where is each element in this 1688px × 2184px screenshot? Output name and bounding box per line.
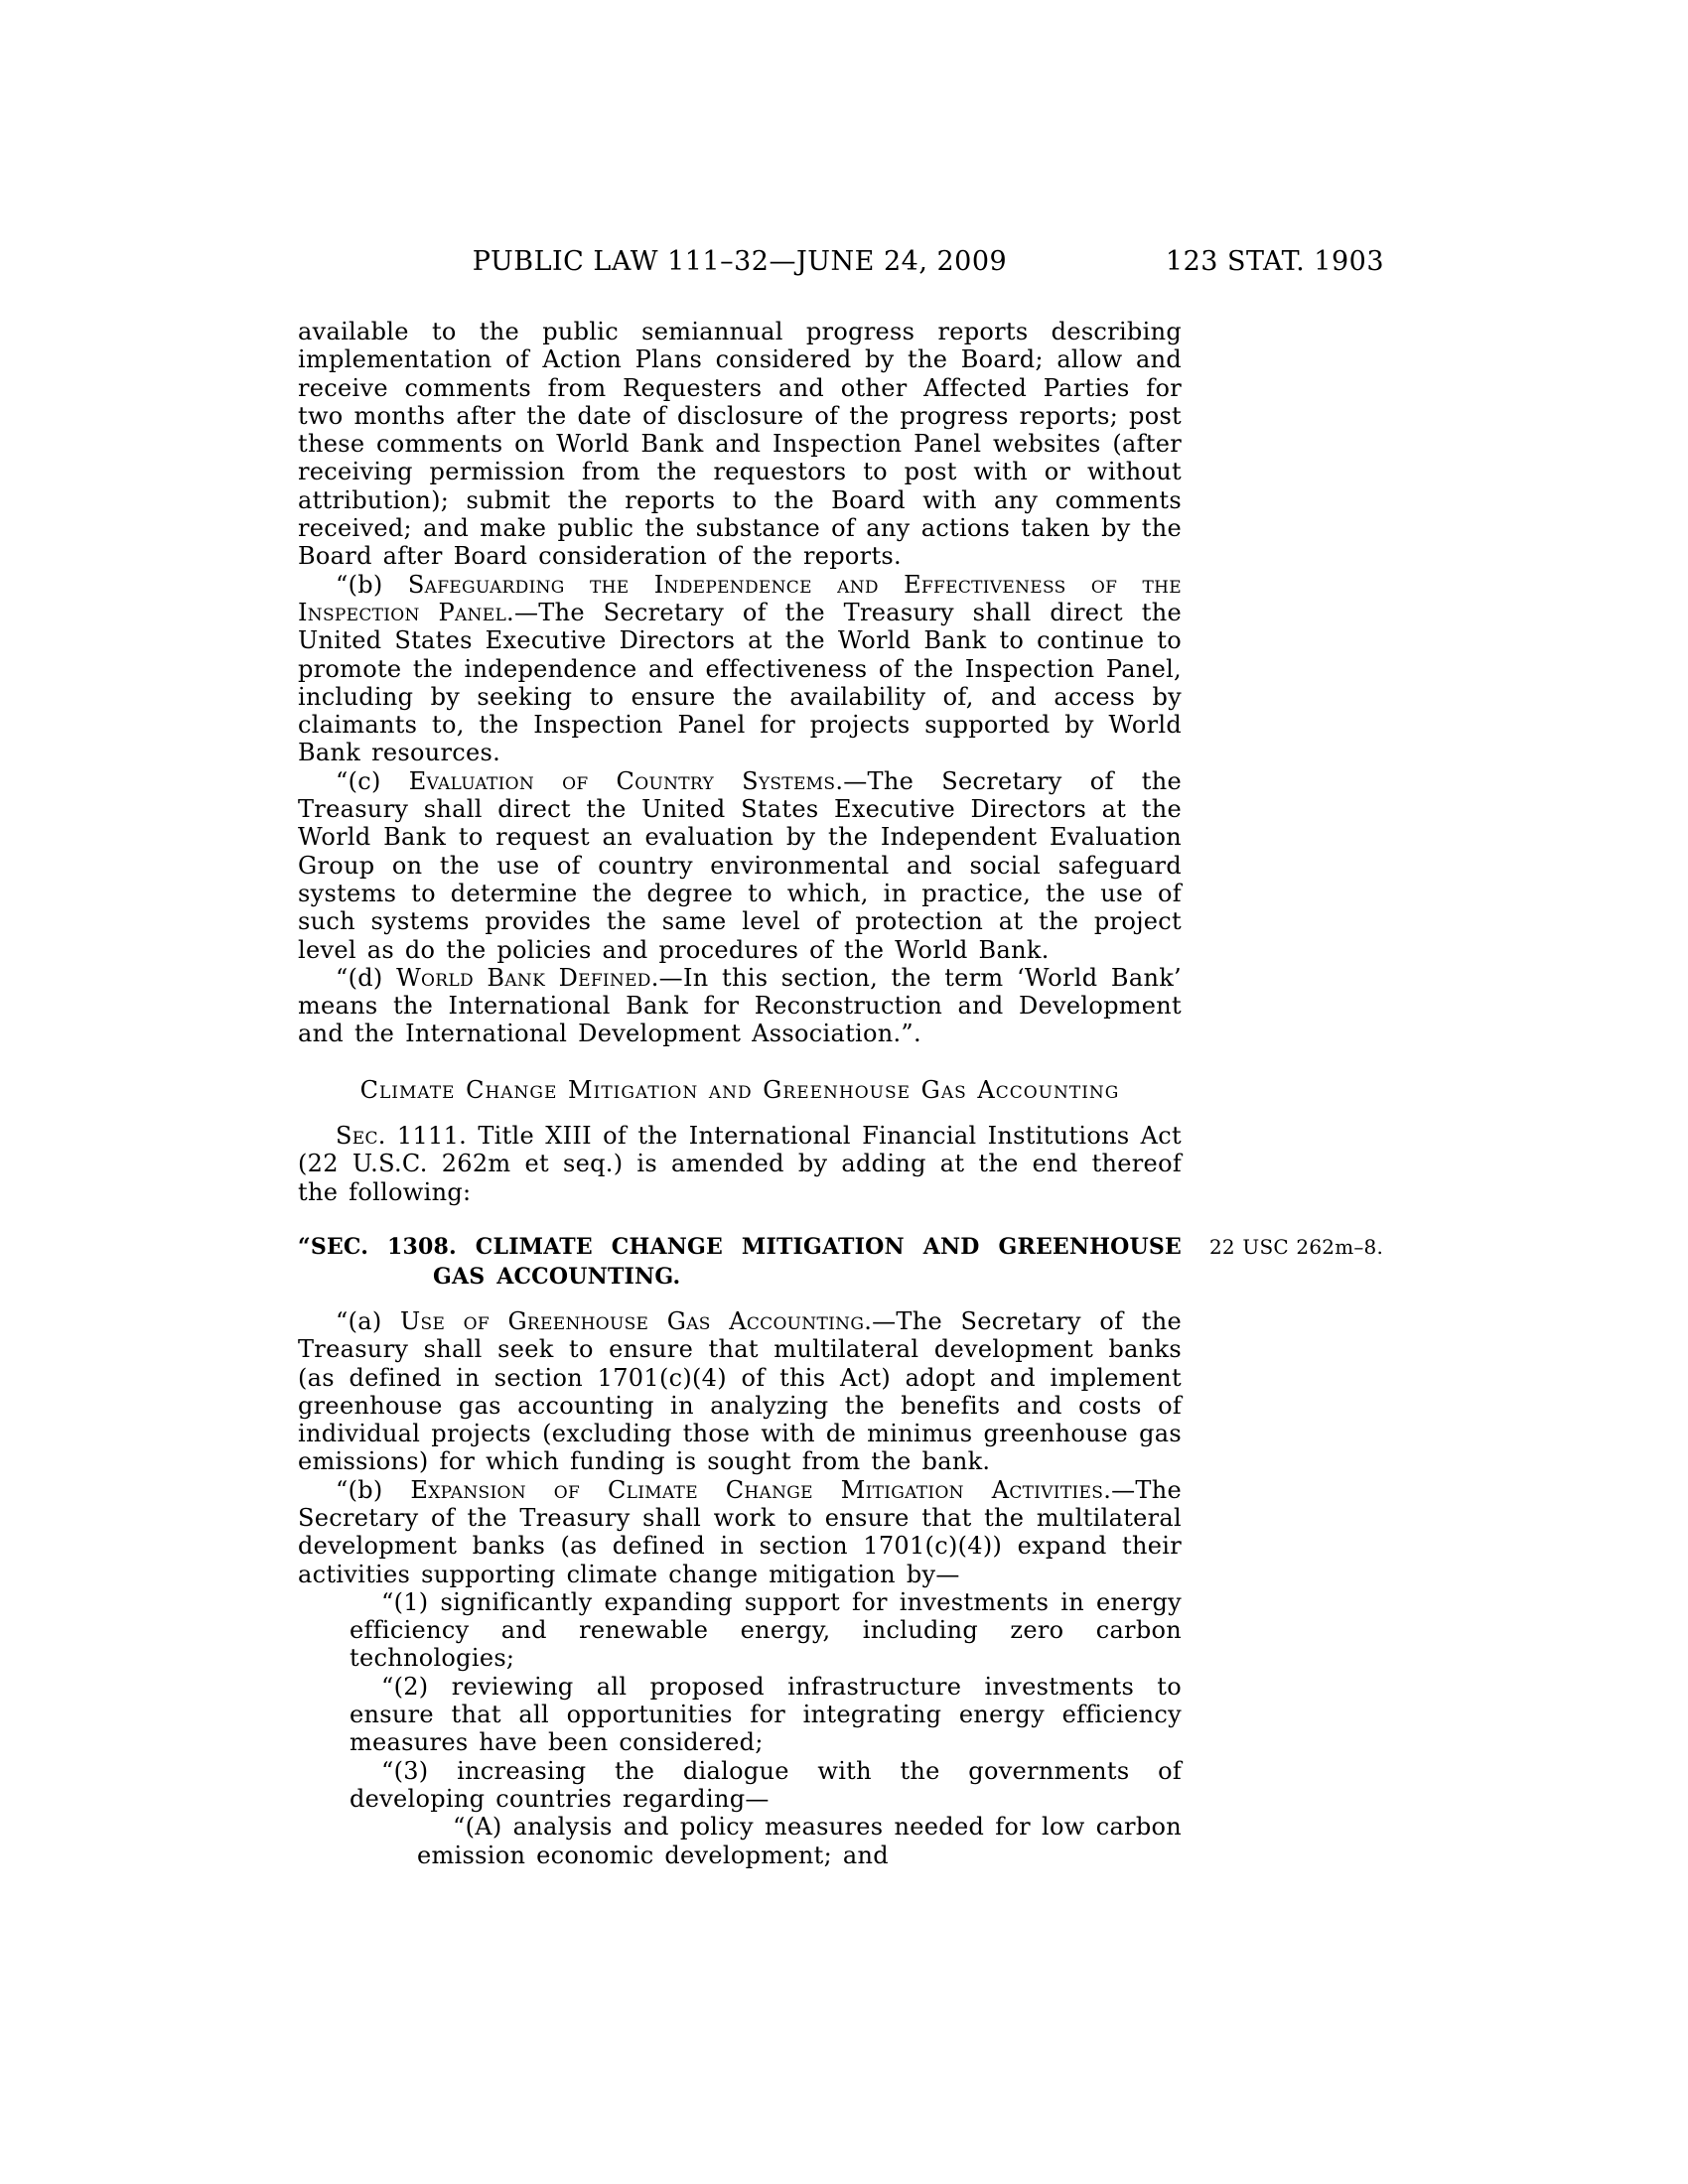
subsection-d-text: .—In this section, the term ‘World Bank’ means the International Bank for Reconstruction and Development and the International Development Association.”. <box>298 963 1182 1048</box>
text-column <box>298 318 1384 1869</box>
running-header-law-line: PUBLIC LAW 111–32—JUNE 24, 2009 <box>472 246 1008 277</box>
subsection-c-country-systems <box>298 767 1182 964</box>
sec-1308-b-paragraph-2: “(2) reviewing all proposed infrastructure investments to ensure that all opportunities for integrating energy efficiency measures have been considered; <box>350 1672 1182 1757</box>
sec-1308-a-prefix: “(a) <box>336 1306 400 1335</box>
sec-1111-lead: Sec. <box>336 1122 386 1151</box>
subsection-d-prefix: “(d) <box>336 963 397 992</box>
usc-margin-note: 22 USC 262m–8. <box>1209 1234 1384 1259</box>
sec-1308-b-heading: Expansion of Climate Change Mitigation Activities <box>410 1475 1104 1504</box>
sec-1308-b-text: .—The Secretary of the Treasury shall work to ensure that the multilateral development banks (as defined in section 1701(c)(4)) expand their activities supporting climate change mitigation by— <box>298 1475 1182 1588</box>
sec-1308-subsection-b <box>298 1476 1182 1588</box>
running-header-stat-page: 123 STAT. 1903 <box>1165 246 1384 277</box>
sec-1111-text: 1111. Title XIII of the International Financial Institutions Act (22 U.S.C. 262m et seq.) is amended by adding at the end thereof the following: <box>298 1122 1182 1206</box>
subsection-c-heading: Evaluation of Country Systems <box>408 766 836 795</box>
paragraph-continuation: available to the public semiannual progress reports describing implementation of Action Plans considered by the Board; allow and receive comments from Requesters and other Affected Parties for two months after the date of disclosure of the progress reports; post these comments on World Bank and Inspection Panel websites (after receiving permission from the requestors to post with or without attribution); submit the reports to the Board with any comments received; and make public the substance of any actions taken by the Board after Board consideration of the reports. <box>298 318 1182 571</box>
sec-1308-a-text: .—The Secretary of the Treasury shall seek to ensure that multilateral development banks (as defined in section 1701(c)(4) of this Act) adopt and implement greenhouse gas accounting in analyzing the benefits and costs of individual projects (excluding those with de minimus greenhouse gas emissions) for which funding is sought from the bank. <box>298 1306 1183 1476</box>
subsection-b-heading: Safeguarding the Independence and Effectiveness of the Inspection Panel <box>298 570 1182 626</box>
subsection-c-text: .—The Secretary of the Treasury shall direct the United States Executive Directors at the World Bank to request an evaluation by the Independent Evaluation Group on the use of country environmental and social safeguard systems to determine the degree to which, in practice, the use of such systems provides the same level of protection at the project level as do the policies and procedures of the World Bank. <box>298 766 1182 964</box>
subsection-d-world-bank-defined <box>298 964 1182 1048</box>
subsection-b-inspection-panel <box>298 571 1182 767</box>
sec-1308-heading: “SEC. 1308. CLIMATE CHANGE MITIGATION AND GREENHOUSE GAS ACCOUNTING. <box>298 1233 1182 1290</box>
subsection-b-text: .—The Secretary of the Treasury shall direct the United States Executive Directors at the World Bank to continue to promote the independence and effectiveness of the Inspection Panel, including by seeking to ensure the availability of, and access by claimants to, the Inspection Panel for projects supported by World Bank resources. <box>298 598 1182 767</box>
subsection-b-prefix: “(b) <box>336 570 408 599</box>
sec-1308-b-paragraph-1: “(1) significantly expanding support for investments in energy efficiency and renewable energy, including zero carbon technologies; <box>350 1587 1182 1673</box>
subsection-c-prefix: “(c) <box>336 766 409 795</box>
sec-1308-subsection-a <box>298 1307 1182 1476</box>
sec-1308-b-subparagraph-A: “(A) analysis and policy measures needed for low carbon emission economic development; and <box>417 1813 1182 1869</box>
crossheading-climate-change: Climate Change Mitigation and Greenhouse Gas Accounting <box>359 1075 1120 1104</box>
sec-1308-b-paragraph-3: “(3) increasing the dialogue with the governments of developing countries regarding— <box>350 1756 1182 1813</box>
sec-1308-a-heading: Use of Greenhouse Gas Accounting <box>399 1306 865 1335</box>
sec-1308-heading-block <box>298 1232 1384 1292</box>
sec-1308-b-prefix: “(b) <box>336 1475 411 1504</box>
subsection-d-heading: World Bank Defined <box>396 963 651 992</box>
sec-1111-paragraph <box>298 1122 1182 1206</box>
